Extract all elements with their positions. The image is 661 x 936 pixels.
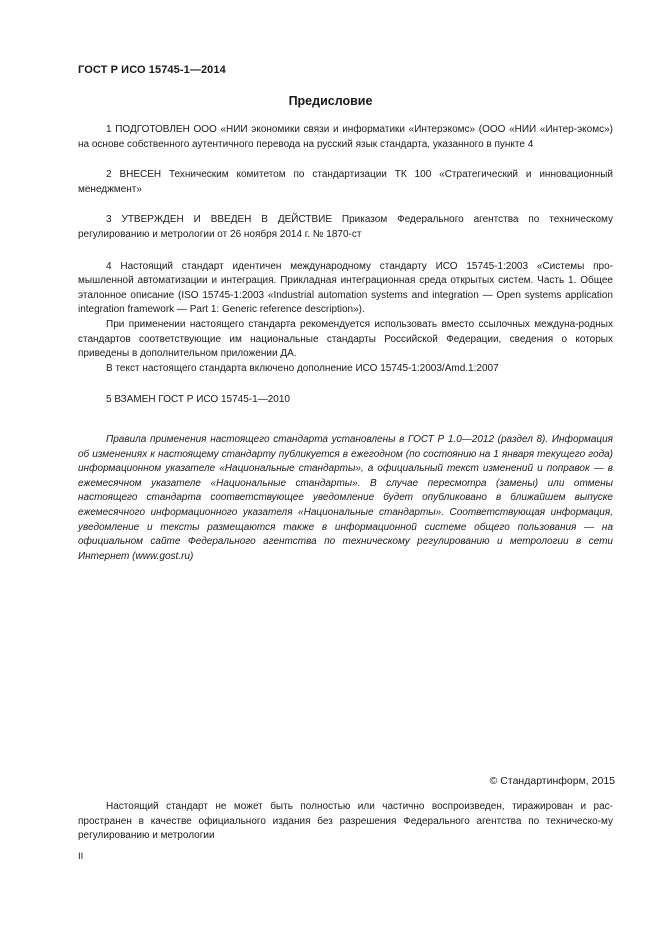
standard-code-header: ГОСТ Р ИСО 15745-1—2014 bbox=[78, 64, 226, 76]
paragraph-1-prepared-by: 1 ПОДГОТОВЛЕН ООО «НИИ экономики связи и информатики «Интерэкомс» (ООО «НИИ «Интер-экомс») на основе собственного аутентичного перевода на русский язык стандарта, указанного в пункте 4 bbox=[78, 124, 613, 150]
page-title: Предисловие bbox=[288, 94, 373, 108]
paragraph-2-submitted-by: 2 ВНЕСЕН Техническим комитетом по стандартизации ТК 100 «Стратегический и инновационный менеджмент» bbox=[78, 169, 613, 195]
reproduction-notice: Настоящий стандарт не может быть полностью или частично воспроизведен, тиражирован и рас-пространен в качестве официального издания без разрешения Федерального агентства по техническо-му регулированию и метрологии bbox=[78, 801, 613, 842]
page-number: II bbox=[78, 851, 84, 862]
paragraph-amendment-note: В текст настоящего стандарта включено дополнение ИСО 15745-1:2003/Amd.1:2007 bbox=[106, 362, 499, 374]
application-rules-note: Правила применения настоящего стандарта установлены в ГОСТ Р 1.0—2012 (раздел 8). Информация об изменениях к настоящему стандарту публикуется в ежегодном (по состоянию на 1 января текущего года) информационном указателе «Национальные стандарты», а официальный текст изменений и поправок — в ежемесячном указателе «Национальные стандарты». В случае пересмотра (замены) или отмены настоящего стандарта соответствующее уведомление будет опубликовано в ближайшем выпуске ежемесячного информационного указателя «Национальные стандарты». Соответствующая информация, уведомление и тексты размещаются также в информационной системе общего пользования — на официальном сайте Федерального агентства по техническому регулированию и метрологии в сети Интернет (www.gost.ru) bbox=[78, 434, 613, 562]
preface-body bbox=[78, 123, 613, 408]
paragraph-5-replaces: 5 ВЗАМЕН ГОСТ Р ИСО 15745-1—2010 bbox=[106, 394, 290, 406]
paragraph-3-approved: 3 УТВЕРЖДЕН И ВВЕДЕН В ДЕЙСТВИЕ Приказом Федерального агентства по техническому регулированию и метрологии от 26 ноября 2014 г. № 1870-ст bbox=[78, 214, 613, 240]
copyright-line: © Стандартинформ, 2015 bbox=[489, 775, 615, 787]
paragraph-national-standards-note: При применении настоящего стандарта рекомендуется использовать вместо ссылочных междуна-родных стандартов соответствующие им национальные стандарты Российской Федерации, сведения о которых приведены в дополнительном приложении ДА. bbox=[78, 318, 613, 360]
paragraph-4-identical-standard: 4 Настоящий стандарт идентичен международному стандарту ИСО 15745-1:2003 «Системы про-мышленной автоматизации и интеграция. Прикладная интеграционная среда открытых систем. Часть 1. Общее эталонное описание (ISO 15745-1:2003 «Industrial automation systems and integration — Open systems application integration framework — Part 1: Generic reference description»). bbox=[78, 260, 613, 316]
